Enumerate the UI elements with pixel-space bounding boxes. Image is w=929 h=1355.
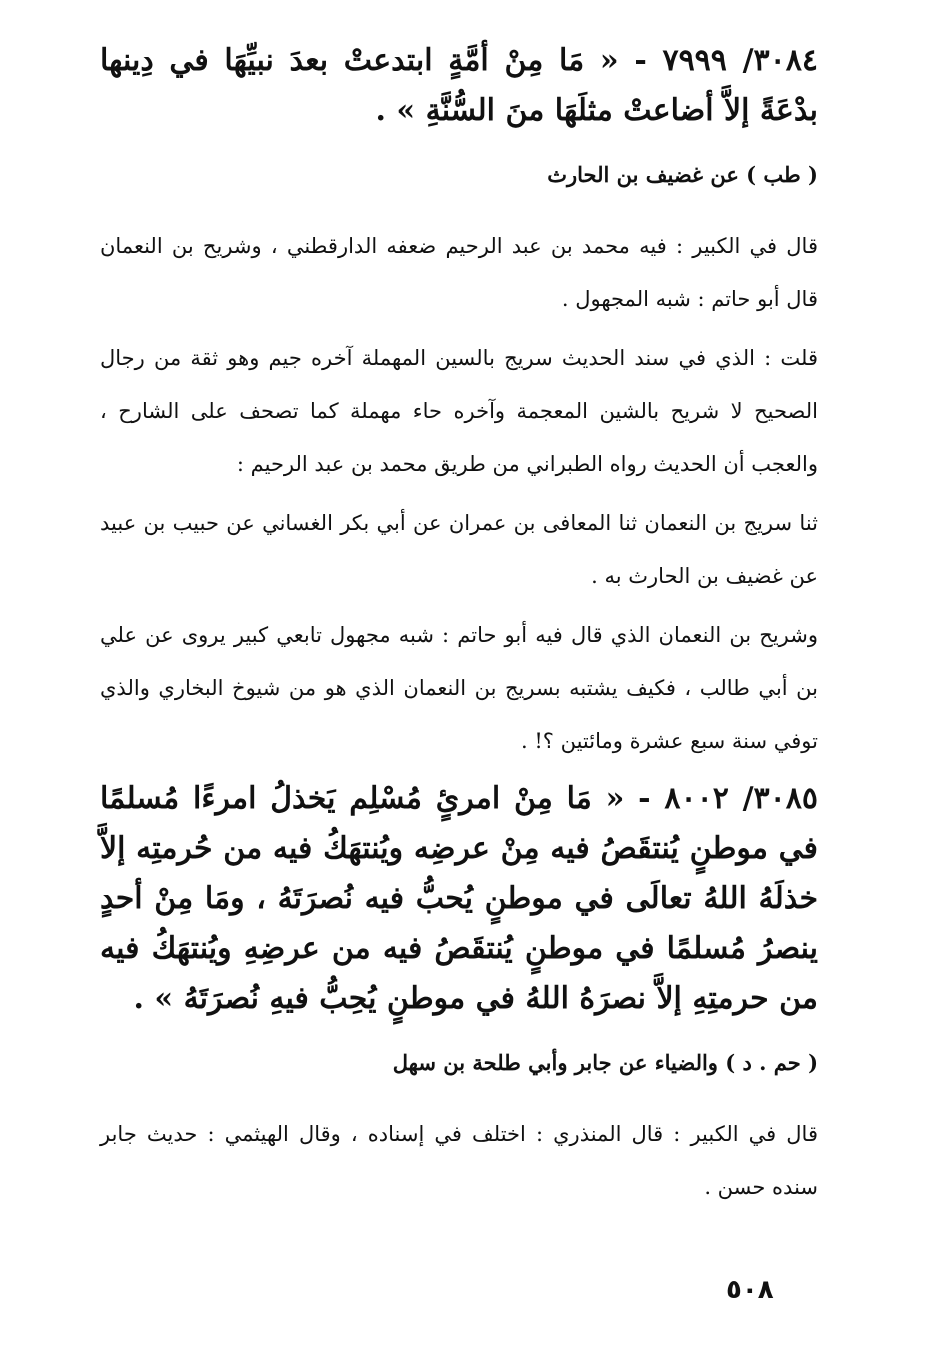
- hadith-text: ٣٠٨٥/ ٨٠٠٢ - « مَا مِنْ امرئٍ مُسْلِم يَخذلُ امرءًا مُسلمًا في موطنٍ يُنتقَصُ فيه مِنْ عرضِه ويُنتهَكُ فيه من حُرمتِه إلاَّ خذلَهُ اللهُ تعالَى في موطنٍ يُحبُّ فيه نُصرَتَهُ ، ومَا مِنْ أحدٍ ينصرُ مُسلمًا في موطنٍ يُنتقَصُ فيه من عرضِهِ ويُنتهَكُ فيه من حرمتِهِ إلاَّ نصرَهُ اللهُ في موطنٍ يُحِبُّ فيهِ نُصرَتَهُ » .: [100, 781, 818, 1016]
- hadith-source: ( طب ) عن غضيف بن الحارث: [547, 162, 818, 187]
- book-page: [100, 36, 818, 1220]
- commentary-paragraph: وشريح بن النعمان الذي قال فيه أبو حاتم : شبه مجهول تابعي كبير يروى عن علي بن أبي طالب ، فكيف يشتبه بسريج بن النعمان الذي هو من شيوخ البخاري والذي توفي سنة سبع عشرة ومائتين ؟! .: [100, 623, 818, 753]
- hadith-text: ٣٠٨٤/ ٧٩٩٩ - « مَا مِنْ أمَّةٍ ابتدعتْ بعدَ نبيِّهَا في دِينها بدْعَةً إلاَّ أضاعتْ مثلَهَا منَ السُّنَّةِ » .: [100, 43, 818, 128]
- commentary-paragraph: قلت : الذي في سند الحديث سريج بالسين المهملة آخره جيم وهو ثقة من رجال الصحيح لا شريح بالشين المعجمة وآخره حاء مهملة كما تصحف على الشارح ، والعجب أن الحديث رواه الطبراني من طريق محمد بن عبد الرحيم :: [100, 346, 818, 476]
- page-number: ٥٠٨: [726, 1275, 774, 1305]
- commentary-paragraph: قال في الكبير : قال المنذري : اختلف في إسناده ، وقال الهيثمي : حديث جابر سنده حسن .: [100, 1122, 818, 1199]
- commentary-paragraph: ثنا سريج بن النعمان ثنا المعافى بن عمران عن أبي بكر الغساني عن حبيب بن عبيد عن غضيف بن الحارث به .: [100, 511, 818, 588]
- commentary-paragraph: قال في الكبير : فيه محمد بن عبد الرحيم ضعفه الدارقطني ، وشريح بن النعمان قال أبو حاتم : شبه المجهول .: [100, 234, 818, 311]
- hadith-source: ( حم . د ) والضياء عن جابر وأبي طلحة بن سهل: [392, 1050, 818, 1075]
